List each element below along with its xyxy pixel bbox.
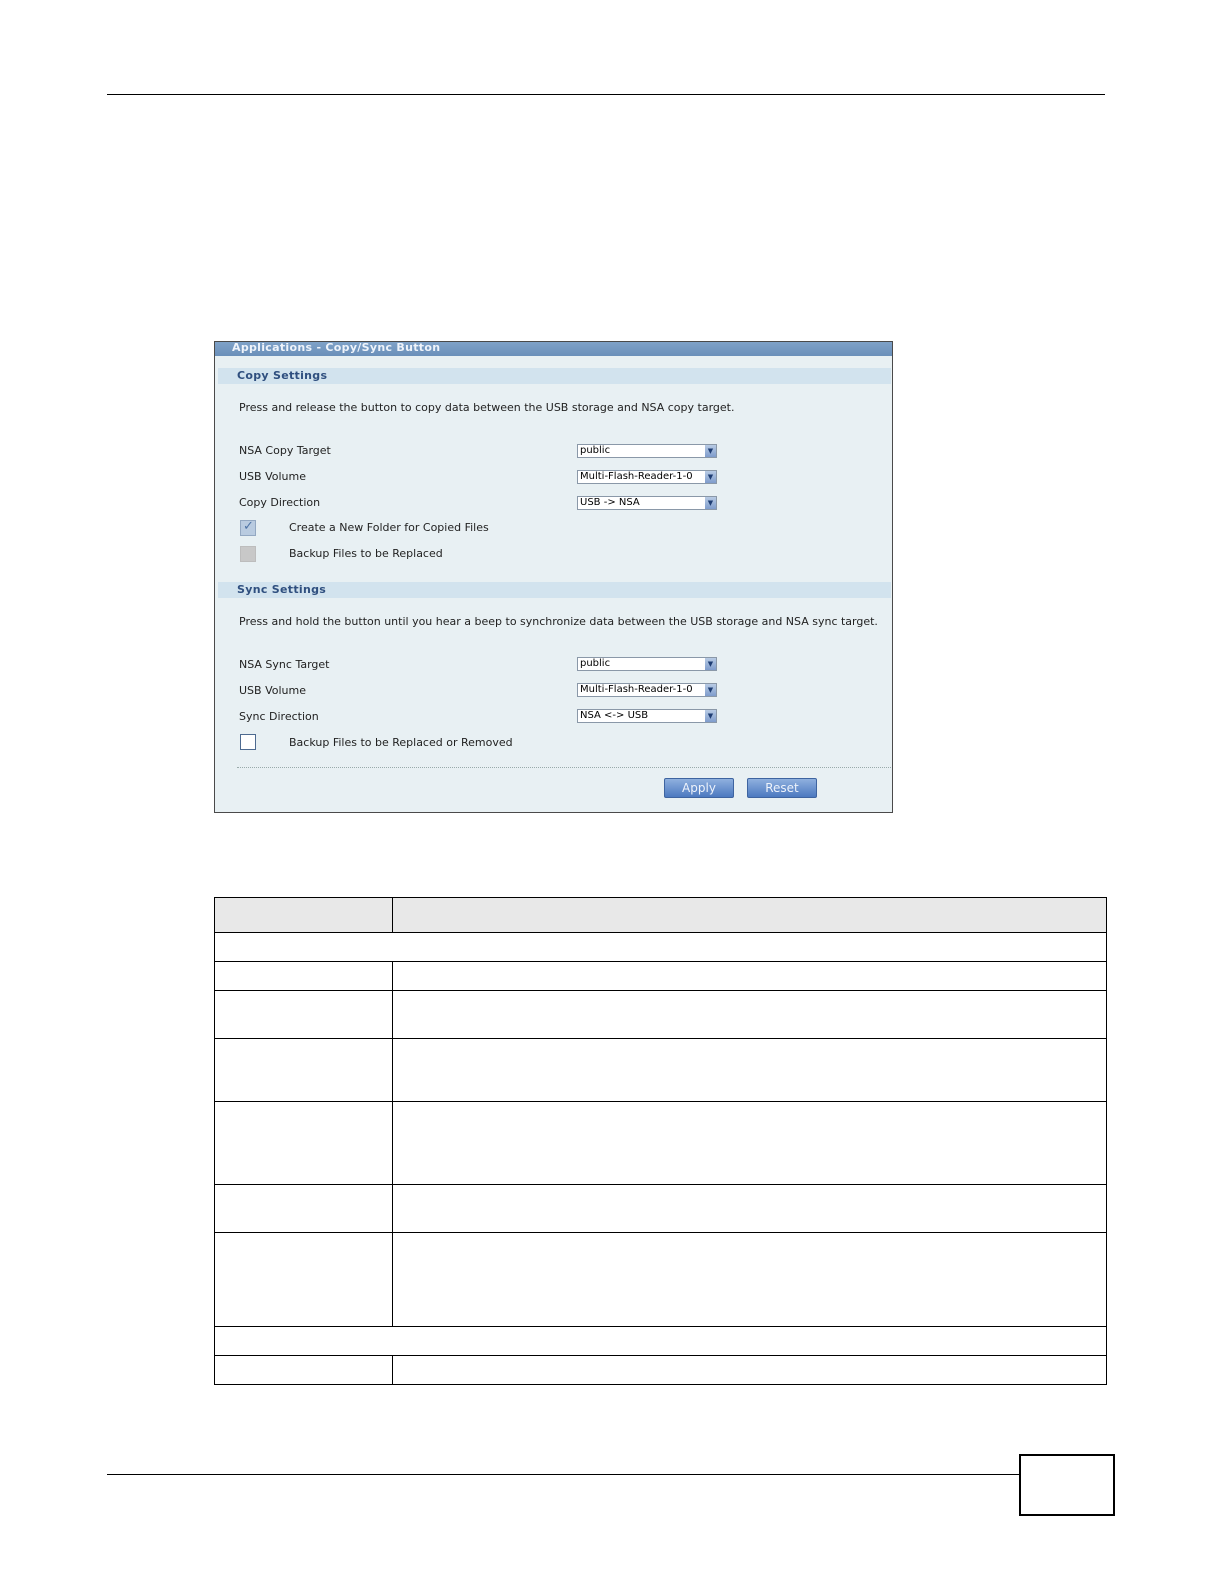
backup-replaced-removed-label: Backup Files to be Replaced or Removed (289, 736, 513, 749)
table-cell (393, 1039, 1107, 1102)
create-new-folder-checkbox[interactable] (240, 520, 256, 536)
sync-description: Press and hold the button until you hear a beep to synchronize data between the USB storage and NSA sync target. (239, 615, 878, 628)
header-rule (107, 94, 1105, 95)
nsa-sync-target-value: public (580, 658, 611, 669)
table-cell (215, 962, 393, 991)
table-header-cell (215, 898, 393, 933)
sync-settings-header: Sync Settings (218, 582, 891, 598)
copy-direction-value: USB -> NSA (580, 497, 640, 508)
table-cell (215, 1356, 393, 1385)
copy-direction-select[interactable] (577, 496, 717, 510)
copy-sync-screenshot (214, 341, 893, 813)
table-row (215, 1185, 1107, 1233)
table-cell (215, 933, 1107, 962)
divider (237, 767, 891, 768)
create-new-folder-label: Create a New Folder for Copied Files (289, 521, 489, 534)
table-header-row (215, 898, 1107, 933)
sync-usb-volume-label: USB Volume (239, 684, 306, 697)
table-row (215, 933, 1107, 962)
backup-replaced-removed-checkbox[interactable] (240, 734, 256, 750)
copy-direction-label: Copy Direction (239, 496, 321, 509)
table-row (215, 1039, 1107, 1102)
table-row (215, 991, 1107, 1039)
sync-direction-select[interactable] (577, 709, 717, 723)
dropdown-arrow-icon: ▼ (705, 684, 716, 696)
sync-direction-label: Sync Direction (239, 710, 319, 723)
table-cell (393, 991, 1107, 1039)
table-cell (215, 1102, 393, 1185)
usb-volume-label: USB Volume (239, 470, 306, 483)
table-cell (393, 1356, 1107, 1385)
apply-button[interactable]: Apply (664, 778, 734, 798)
table-row (215, 962, 1107, 991)
reset-button[interactable]: Reset (747, 778, 817, 798)
nsa-sync-target-label: NSA Sync Target (239, 658, 330, 671)
table-row (215, 1102, 1107, 1185)
nsa-sync-target-select[interactable] (577, 657, 717, 671)
nsa-copy-target-label: NSA Copy Target (239, 444, 331, 457)
table-cell (393, 962, 1107, 991)
dropdown-arrow-icon: ▼ (705, 445, 716, 457)
table-cell (215, 991, 393, 1039)
nsa-copy-target-value: public (580, 445, 611, 456)
panel-title: Applications - Copy/Sync Button (215, 342, 892, 356)
table-cell (215, 1233, 393, 1327)
table-cell (215, 1327, 1107, 1356)
dropdown-arrow-icon: ▼ (705, 471, 716, 483)
table-header-cell (393, 898, 1107, 933)
dropdown-arrow-icon: ▼ (705, 658, 716, 670)
field-description-table (214, 897, 1107, 1385)
copy-description: Press and release the button to copy data between the USB storage and NSA copy target. (239, 401, 735, 414)
sync-direction-value: NSA <-> USB (580, 710, 649, 721)
table-cell (393, 1233, 1107, 1327)
table-cell (215, 1039, 393, 1102)
nsa-copy-target-select[interactable] (577, 444, 717, 458)
dropdown-arrow-icon: ▼ (705, 497, 716, 509)
copy-usb-volume-select[interactable] (577, 470, 717, 484)
table-cell (393, 1102, 1107, 1185)
table-row (215, 1356, 1107, 1385)
copy-settings-header: Copy Settings (218, 368, 891, 384)
page-number-box (1019, 1454, 1115, 1516)
table-cell (215, 1185, 393, 1233)
table-row (215, 1327, 1107, 1356)
sync-usb-volume-value: Multi-Flash-Reader-1-0 (580, 684, 693, 695)
dropdown-arrow-icon: ▼ (705, 710, 716, 722)
copy-usb-volume-value: Multi-Flash-Reader-1-0 (580, 471, 693, 482)
footer-rule (107, 1474, 1019, 1475)
table-cell (393, 1185, 1107, 1233)
backup-files-replaced-checkbox[interactable] (240, 546, 256, 562)
sync-usb-volume-select[interactable] (577, 683, 717, 697)
backup-files-replaced-label: Backup Files to be Replaced (289, 547, 443, 560)
table-row (215, 1233, 1107, 1327)
